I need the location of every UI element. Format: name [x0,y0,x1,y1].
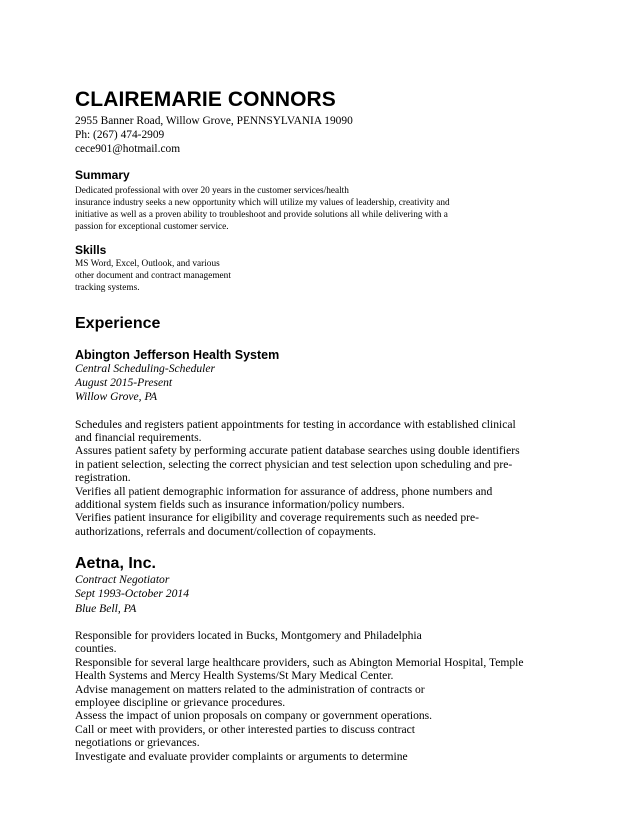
description-line: negotiations or grievances. [75,736,200,750]
job-entry [75,554,575,763]
job-title: Central Scheduling-Scheduler [75,362,216,375]
skills-heading: Skills [75,243,107,257]
summary-line: passion for exceptional customer service. [75,222,229,232]
contact-block [75,114,575,156]
job-description [75,629,575,763]
description-line: counties. [75,642,117,656]
summary-line: Dedicated professional with over 20 years in the customer services/health [75,186,349,196]
phone: Ph: (267) 474-2909 [75,129,165,141]
employer-name: Abington Jefferson Health System [75,348,280,362]
description-line: and financial requirements. [75,431,202,445]
summary-text [75,185,575,233]
description-line: Responsible for several large healthcare providers, such as Abington Memorial Hospital, Temple [75,655,524,669]
job-location: Blue Bell, PA [75,601,137,615]
description-line: registration. [75,471,131,485]
summary-line: insurance industry seeks a new opportunity which will utilize my values of leadership, creativity and [75,198,450,208]
job-entry [75,348,575,538]
description-line: Call or meet with providers, or other interested parties to discuss contract [75,722,415,736]
description-line: Schedules and registers patient appointments for testing in accordance with established clinical [75,417,516,431]
description-line: additional system fields such as insurance information/policy numbers. [75,498,405,512]
description-line: authorizations, referrals and document/collection of copayments. [75,524,377,538]
description-line: Assures patient safety by performing accurate patient database searches using double identifiers [75,444,520,458]
skills-line: MS Word, Excel, Outlook, and various [75,259,220,269]
employer-name: Aetna, Inc. [75,555,156,573]
description-line: Verifies all patient demographic information for assurance of address, phone numbers and [75,484,493,498]
resume-page [75,88,575,763]
skills-line: other document and contract management [75,271,231,281]
candidate-name: CLAIREMARIE CONNORS [75,88,336,111]
description-line: in patient selection, selecting the correct physician and test selection upon scheduling and pre- [75,457,513,471]
skills-line: tracking systems. [75,283,140,293]
address: 2955 Banner Road, Willow Grove, PENNSYLVANIA 19090 [75,115,353,127]
summary-line: initiative as well as a proven ability to troubleshoot and provide solutions all while delivering with a [75,210,448,220]
description-line: Health Systems and Mercy Health Systems/St Mary Medical Center. [75,669,394,683]
job-dates: August 2015-Present [75,376,173,390]
experience-heading: Experience [75,315,161,332]
summary-heading: Summary [75,168,130,182]
job-location: Willow Grove, PA [75,390,158,404]
description-line: Verifies patient insurance for eligibility and coverage requirements such as needed pre- [75,511,480,525]
description-line: Investigate and evaluate provider complaints or arguments to determine [75,749,408,763]
description-line: Assess the impact of union proposals on company or government operations. [75,709,433,723]
description-line: Responsible for providers located in Bucks, Montgomery and Philadelphia [75,628,422,642]
job-description [75,418,575,539]
email: cece901@hotmail.com [75,143,181,155]
job-title: Contract Negotiator [75,573,170,587]
job-dates: Sept 1993-October 2014 [75,587,189,601]
skills-text [75,258,575,294]
description-line: employee discipline or grievance procedures. [75,695,286,709]
description-line: Advise management on matters related to the administration of contracts or [75,682,425,696]
